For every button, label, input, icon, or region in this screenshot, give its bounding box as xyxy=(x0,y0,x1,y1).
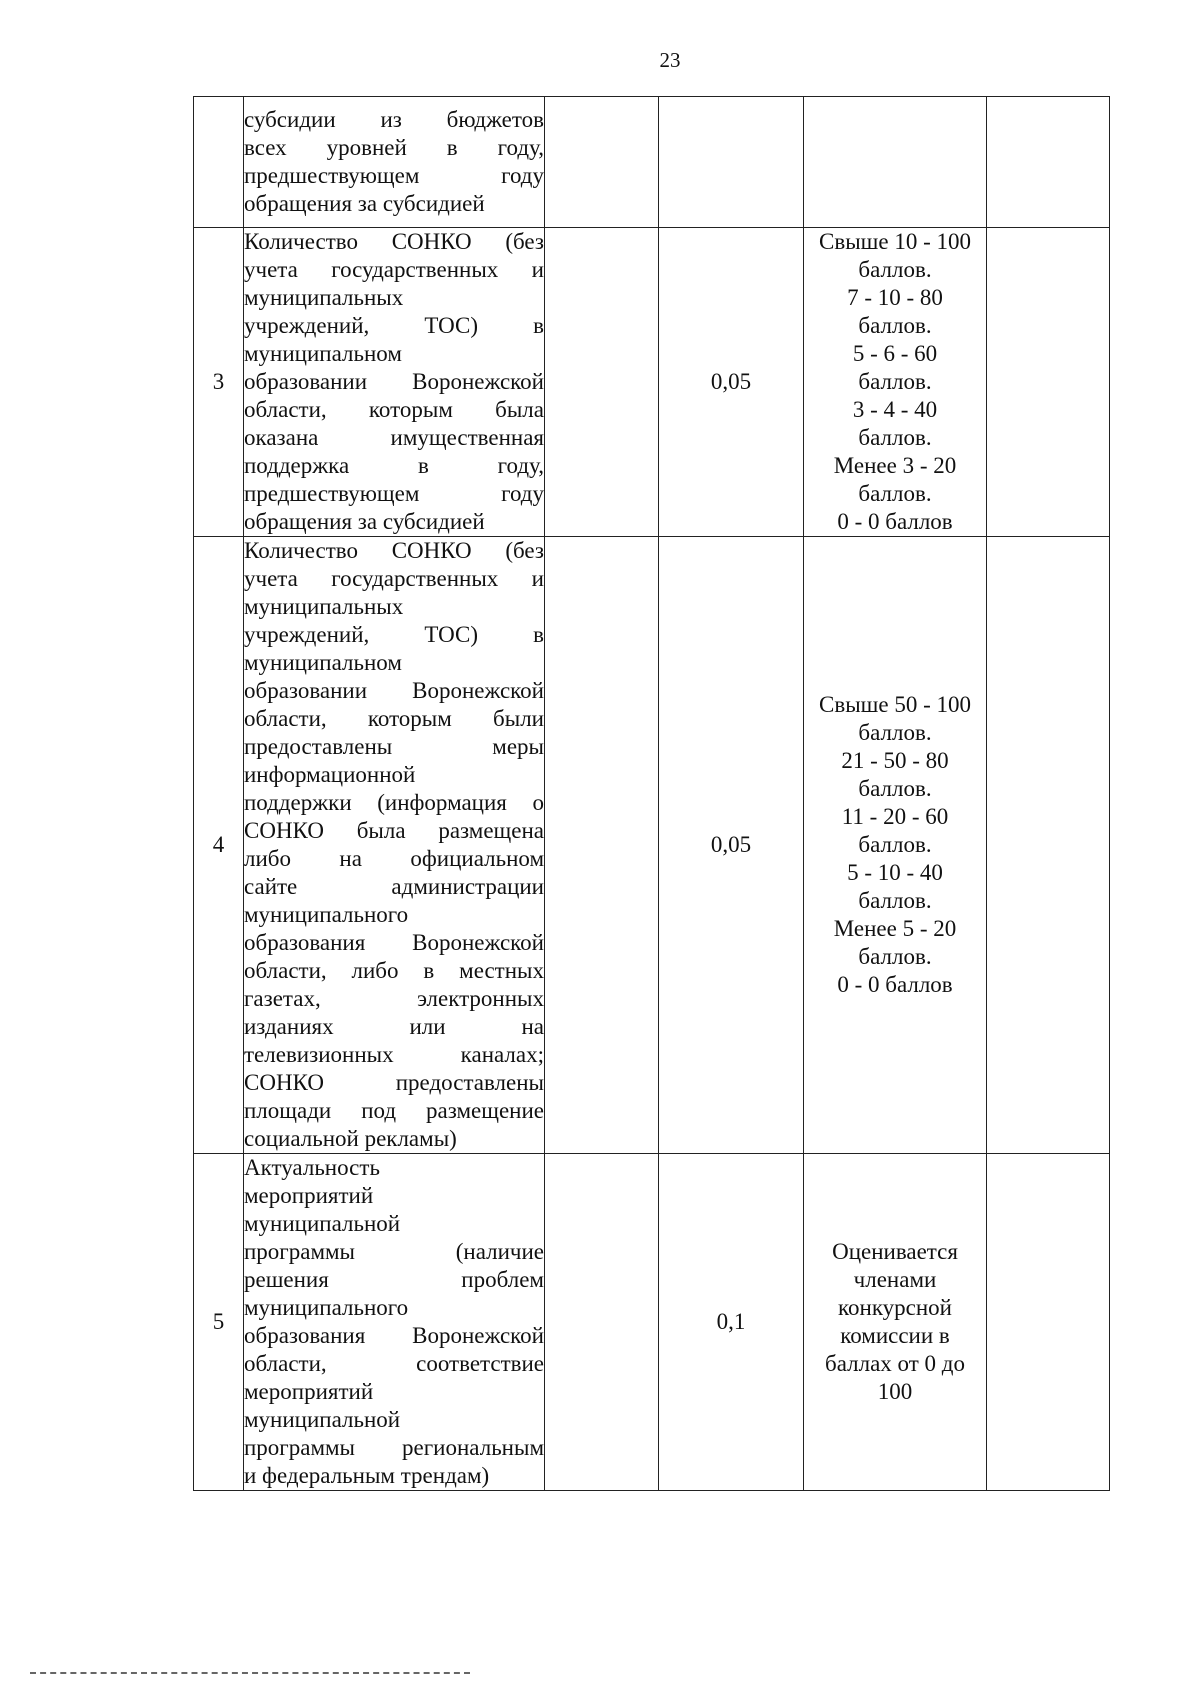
table-row xyxy=(194,97,1110,228)
description-line: изданиях или на xyxy=(244,1014,544,1039)
scale-line: баллов. xyxy=(858,944,932,969)
description-line: образования Воронежской xyxy=(244,1323,544,1348)
criterion-description-cell xyxy=(244,228,545,537)
weight-cell xyxy=(659,97,804,228)
scale-line: 100 xyxy=(877,1379,913,1404)
description-line: муниципального xyxy=(244,1295,409,1320)
scale-line: 7 - 10 - 80 xyxy=(847,285,943,310)
weight-cell: 0,05 xyxy=(659,537,804,1154)
scale-line: 5 - 10 - 40 xyxy=(847,860,943,885)
empty-cell xyxy=(545,228,659,537)
description-line: информационной xyxy=(244,762,416,787)
weight-cell: 0,1 xyxy=(659,1154,804,1491)
description-line: решения проблем xyxy=(244,1267,544,1292)
description-line: учреждений, ТОС) в xyxy=(244,622,544,647)
empty-cell xyxy=(987,537,1110,1154)
description-line: Количество СОНКО (без xyxy=(244,229,544,254)
description-line: образования Воронежской xyxy=(244,930,544,955)
scale-line: баллов. xyxy=(858,720,932,745)
description-line: обращения за субсидией xyxy=(244,509,485,534)
criterion-description-cell xyxy=(244,537,545,1154)
empty-cell xyxy=(545,97,659,228)
scan-edge-line xyxy=(30,1672,470,1674)
empty-cell xyxy=(987,228,1110,537)
description-line: телевизионных каналах; xyxy=(244,1042,544,1067)
description-line: либо на официальном xyxy=(244,846,544,871)
description-line: социальной рекламы) xyxy=(244,1126,457,1151)
description-line: программы региональным xyxy=(244,1435,544,1460)
empty-cell xyxy=(987,97,1110,228)
scale-line: комиссии в xyxy=(840,1323,950,1348)
scale-line: Свыше 10 - 100 xyxy=(819,229,971,254)
description-line: области, соответствие xyxy=(244,1351,544,1376)
scale-line: баллов. xyxy=(858,888,932,913)
scale-line: конкурсной xyxy=(838,1295,952,1320)
scoring-scale-cell xyxy=(804,97,987,228)
description-line: муниципальной xyxy=(244,1211,401,1236)
description-line: учреждений, ТОС) в xyxy=(244,313,544,338)
row-number-cell xyxy=(194,97,244,228)
empty-cell xyxy=(987,1154,1110,1491)
description-line: поддержка в году, xyxy=(244,453,544,478)
scale-line: 5 - 6 - 60 xyxy=(852,341,938,366)
scale-line: баллов. xyxy=(858,481,932,506)
scoring-scale-cell xyxy=(804,228,987,537)
scale-line: 11 - 20 - 60 xyxy=(841,804,949,829)
scale-line: баллов. xyxy=(858,257,932,282)
row-number-cell: 5 xyxy=(194,1154,244,1491)
description-line: обращения за субсидией xyxy=(244,191,485,216)
empty-cell xyxy=(545,1154,659,1491)
criterion-description-cell xyxy=(244,1154,545,1491)
scoring-scale-cell xyxy=(804,1154,987,1491)
description-line: поддержки (информация о xyxy=(244,790,544,815)
table-row xyxy=(194,228,1110,537)
row-number-cell: 4 xyxy=(194,537,244,1154)
description-line: программы (наличие xyxy=(244,1239,544,1264)
description-line: муниципальных xyxy=(244,285,404,310)
description-line: и федеральным трендам) xyxy=(244,1463,490,1488)
scoring-scale-cell xyxy=(804,537,987,1154)
scale-line: 21 - 50 - 80 xyxy=(841,748,949,773)
description-line: СОНКО была размещена xyxy=(244,818,544,843)
description-line: субсидии из бюджетов xyxy=(244,107,544,132)
description-line: оказана имущественная xyxy=(244,425,544,450)
scale-line: Менее 3 - 20 xyxy=(833,453,957,478)
description-line: учета государственных и xyxy=(244,566,544,591)
scale-line: баллов. xyxy=(858,776,932,801)
description-line: площади под размещение xyxy=(244,1098,544,1123)
description-line: учета государственных и xyxy=(244,257,544,282)
scale-line: баллов. xyxy=(858,313,932,338)
scale-line: баллов. xyxy=(858,369,932,394)
description-line: муниципальных xyxy=(244,594,404,619)
criteria-table xyxy=(193,96,1110,1491)
description-line: предшествующем году xyxy=(244,163,544,188)
page-number: 23 xyxy=(659,48,681,72)
scale-line: членами xyxy=(853,1267,937,1292)
description-line: области, либо в местных xyxy=(244,958,544,983)
description-line: Количество СОНКО (без xyxy=(244,538,544,563)
description-line: СОНКО предоставлены xyxy=(244,1070,544,1095)
table-row xyxy=(194,537,1110,1154)
criterion-description-cell xyxy=(244,97,545,228)
description-line: газетах, электронных xyxy=(244,986,544,1011)
scale-line: Оценивается xyxy=(832,1239,958,1264)
scale-line: 0 - 0 баллов xyxy=(837,509,953,534)
scale-line: Менее 5 - 20 xyxy=(833,916,957,941)
description-line: области, которым были xyxy=(244,706,544,731)
description-line: образовании Воронежской xyxy=(244,678,544,703)
scale-line: баллов. xyxy=(858,425,932,450)
description-line: Актуальность xyxy=(244,1155,380,1180)
description-line: всех уровней в году, xyxy=(244,135,544,160)
description-line: образовании Воронежской xyxy=(244,369,544,394)
scale-line: баллах от 0 до xyxy=(825,1351,965,1376)
description-line: мероприятий xyxy=(244,1379,374,1404)
description-line: муниципальном xyxy=(244,650,402,675)
weight-cell: 0,05 xyxy=(659,228,804,537)
description-line: муниципальной xyxy=(244,1407,401,1432)
row-number-cell: 3 xyxy=(194,228,244,537)
scale-line: 3 - 4 - 40 xyxy=(852,397,938,422)
description-line: мероприятий xyxy=(244,1183,374,1208)
scale-line: 0 - 0 баллов xyxy=(837,972,953,997)
description-line: области, которым была xyxy=(244,397,544,422)
scale-line: Свыше 50 - 100 xyxy=(819,692,971,717)
table-row xyxy=(194,1154,1110,1491)
empty-cell xyxy=(545,537,659,1154)
description-line: муниципального xyxy=(244,902,409,927)
scale-line: баллов. xyxy=(858,832,932,857)
description-line: предшествующем году xyxy=(244,481,544,506)
description-line: сайте администрации xyxy=(244,874,544,899)
description-line: предоставлены меры xyxy=(244,734,544,759)
description-line: муниципальном xyxy=(244,341,402,366)
